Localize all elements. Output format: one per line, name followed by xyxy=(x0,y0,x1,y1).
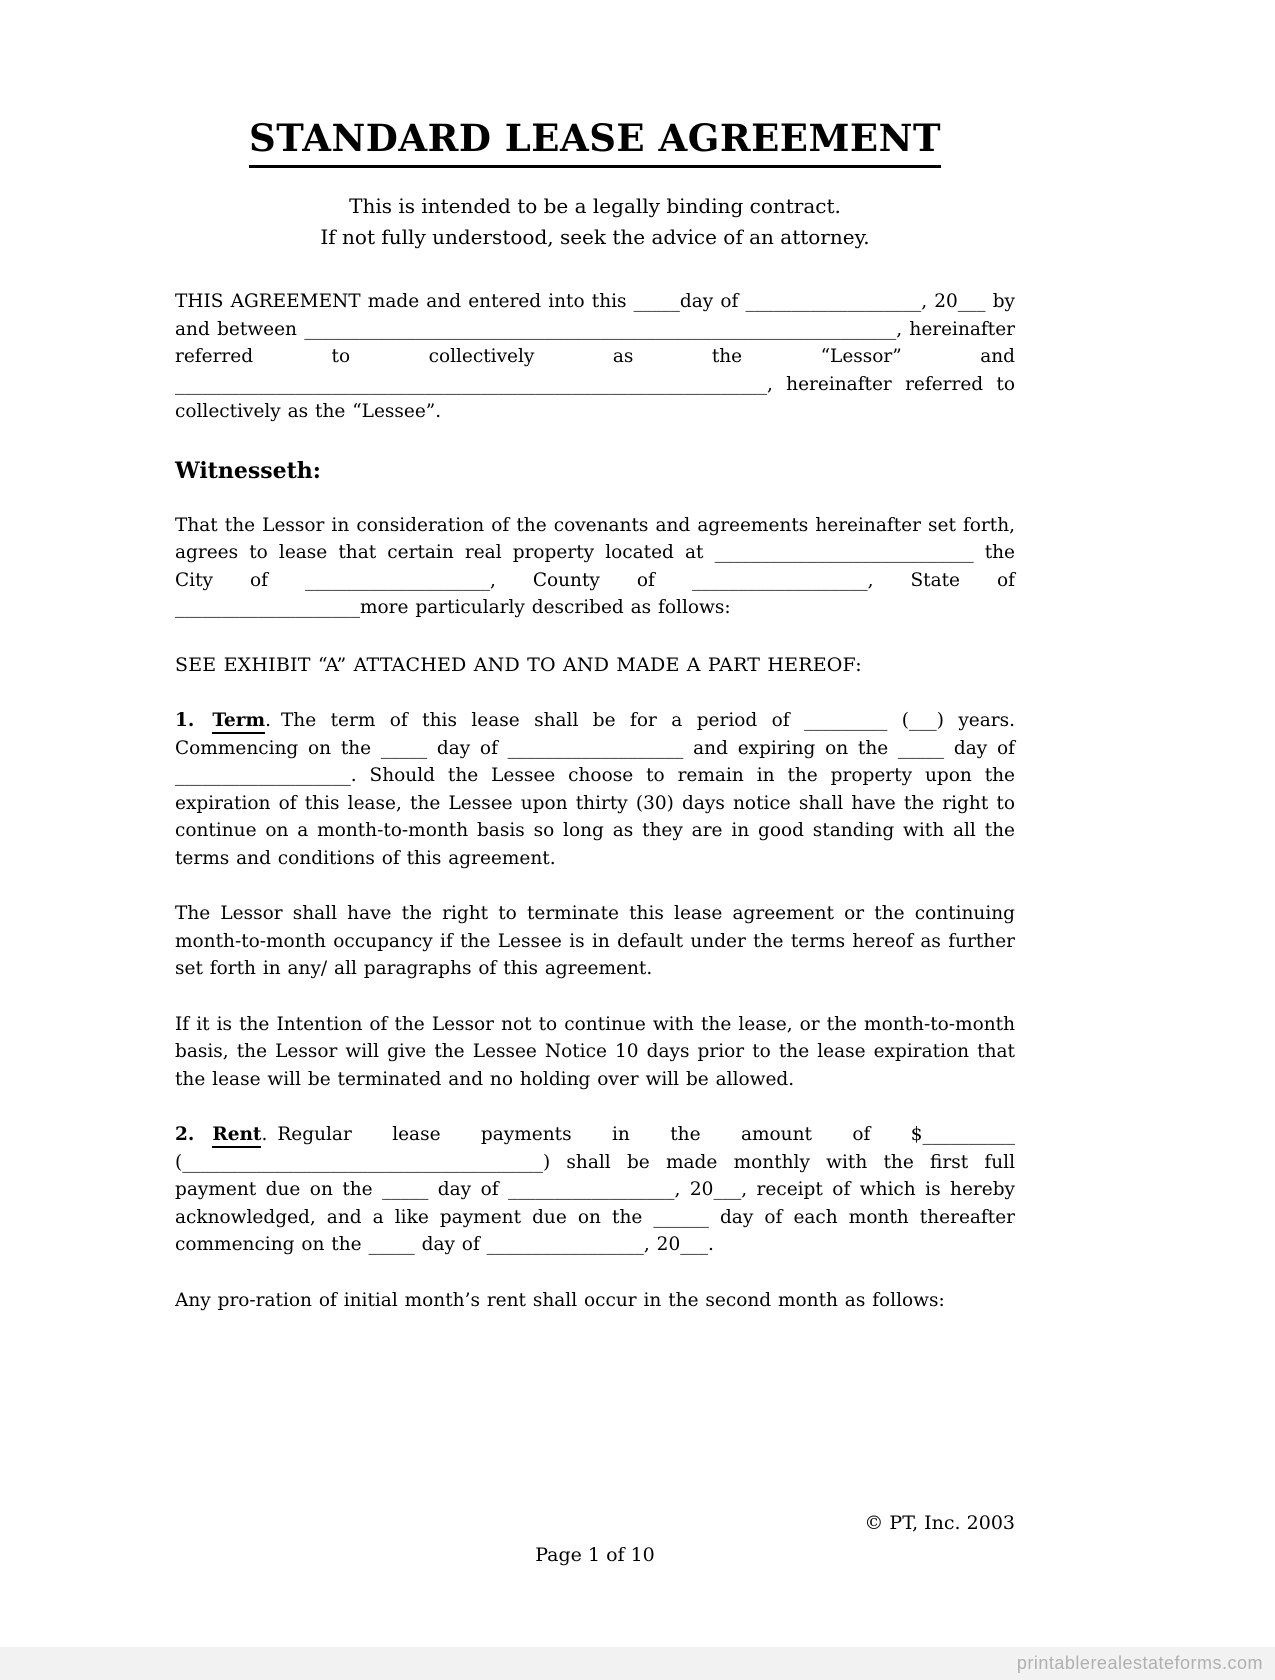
section-term-paragraph xyxy=(175,707,1015,872)
watermark-bar xyxy=(0,1647,1275,1680)
section-term-label: Term xyxy=(212,710,265,734)
subtitle-line-2: If not fully understood, seek the advice of an attorney. xyxy=(320,225,870,249)
subtitle-line-1: This is intended to be a legally binding contract. xyxy=(349,194,841,218)
intro-paragraph: THIS AGREEMENT made and entered into this _____day of ___________________, 20___ by and between ________________________________________________________________, hereinafter referred to collectively as the “Lessor” and ________________________________________________________________, hereinafter referred to collectively as the “Lessee”. xyxy=(175,291,1015,422)
exhibit-line: SEE EXHIBIT “A” ATTACHED AND TO AND MADE A PART HEREOF: xyxy=(175,653,862,676)
page-title: STANDARD LEASE AGREEMENT xyxy=(249,116,941,168)
section-rent-paragraph xyxy=(175,1121,1015,1259)
witnesseth-body-paragraph: That the Lessor in consideration of the covenants and agreements hereinafter set forth, agrees to lease that certain real property located at ____________________________ the City of ____________________, County of ___________________, State of ____________________more particularly described as follows: xyxy=(175,514,1015,618)
title-container xyxy=(175,116,1015,168)
section-term-punct: . xyxy=(265,710,271,731)
section-rent-label: Rent xyxy=(212,1124,261,1148)
footer-page-indicator: Page 1 of 10 xyxy=(535,1544,655,1566)
proration-paragraph: Any pro-ration of initial month’s rent shall occur in the second month as follows: xyxy=(175,1289,945,1311)
section-rent-body: Regular lease payments in the amount of $__________ (_______________________________________) shall be made monthly with the first full payment due on the _____ day of __________________, 20___, receipt of which is hereby acknowledged, and a like payment due on the ______ day of each month thereafter commencing on the _____ day of _________________, 20___. xyxy=(175,1124,1015,1255)
term-paragraph-2: The Lessor shall have the right to terminate this lease agreement or the continuing month-to-month occupancy if the Lessee is in default under the terms hereof as further set forth in any/ all paragraphs of this agreement. xyxy=(175,903,1015,979)
section-rent-number: 2. xyxy=(175,1124,195,1145)
section-term-body: The term of this lease shall be for a period of _________ (___) years. Commencing on the _____ day of ___________________ and expiring on the _____ day of ___________________. Should the Lessee choose to remain in the property upon the expiration of this lease, the Lessee upon thirty (30) days notice shall have the right to continue on a month-to-month basis so long as they are in good standing with all the terms and conditions of this agreement. xyxy=(175,710,1015,869)
footer-copyright: © PT, Inc. 2003 xyxy=(864,1512,1015,1534)
document-content xyxy=(175,0,1015,1314)
section-term-number: 1. xyxy=(175,710,195,731)
watermark-site-text: printablerealestateforms.com xyxy=(1016,1653,1263,1673)
section-rent-punct: . xyxy=(261,1124,268,1145)
term-paragraph-3: If it is the Intention of the Lessor not to continue with the lease, or the month-to-month basis, the Lessor will give the Lessee Notice 10 days prior to the lease expiration that the lease will be terminated and no holding over will be allowed. xyxy=(175,1013,1015,1090)
subtitle xyxy=(175,191,1015,253)
witnesseth-heading: Witnesseth: xyxy=(175,457,321,484)
